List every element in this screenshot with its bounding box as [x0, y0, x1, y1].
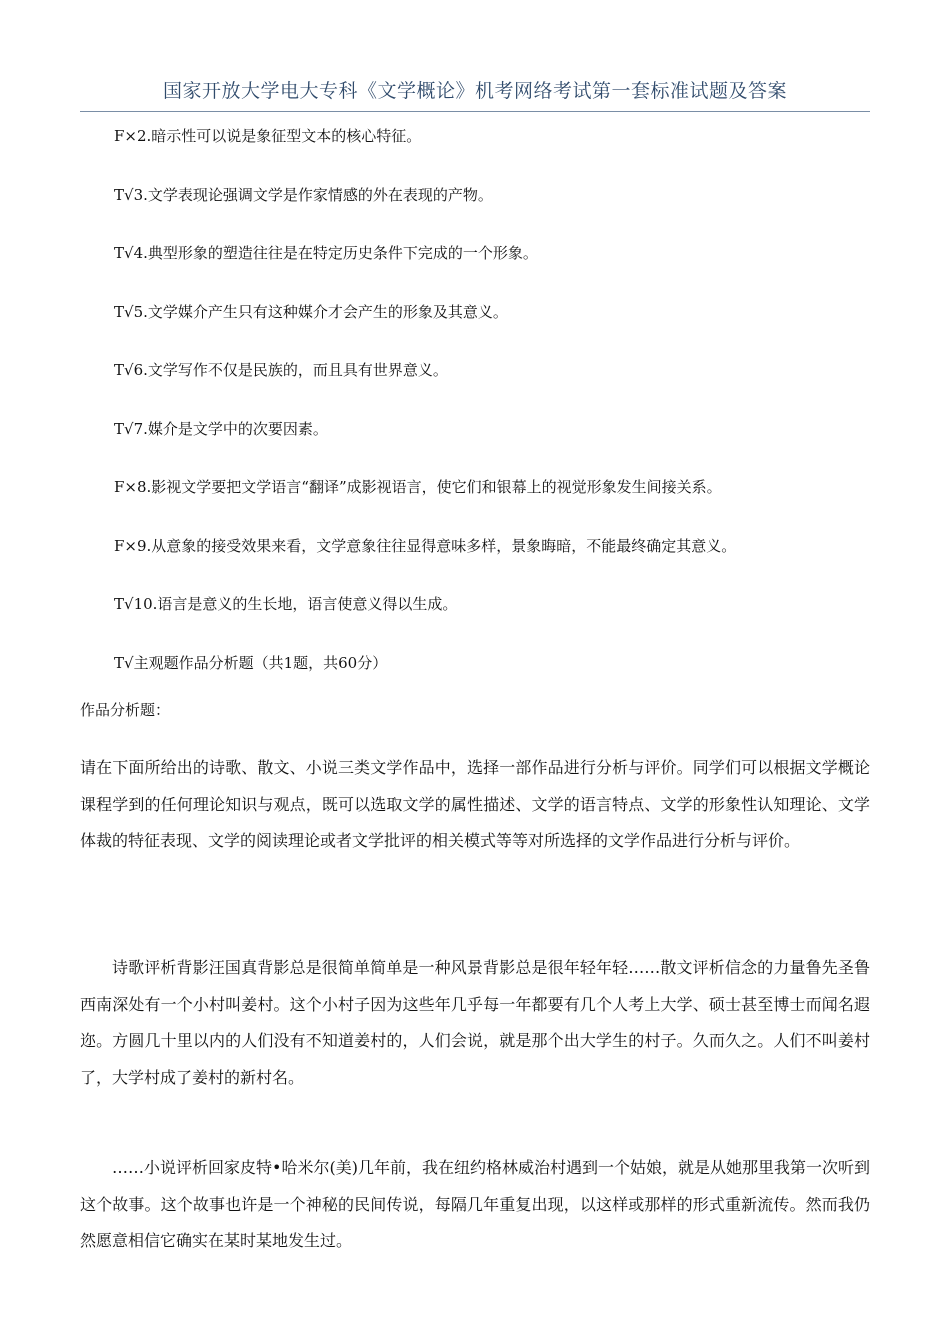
document-header-title: 国家开放大学电大专科《文学概论》机考网络考试第一套标准试题及答案: [162, 80, 787, 102]
tf-answer-item: F×2.暗示性可以说是象征型文本的核心特征。: [114, 127, 422, 145]
tf-answer-item: T√10.语言是意义的生长地，语言使意义得以生成。: [114, 595, 458, 613]
tf-answer-item: F×8.影视文学要把文学语言“翻译”成影视语言，使它们和银幕上的视觉形象发生间接关系。: [114, 478, 722, 496]
analysis-question-label: 作品分析题：: [80, 701, 171, 719]
tf-answer-item: T√7.媒介是文学中的次要因素。: [114, 419, 328, 438]
excerpt-paragraph-poetry-prose: 诗歌评析背影汪国真背影总是很简单简单是一种风景背影总是很年轻年轻……散文评析信念的力量鲁先圣鲁西南深处有一个小村叫姜村。这个小村子因为这些年几乎每一年都要有几个人考上大学、硕士甚至博士而闻名遐迩。方圆几十里以内的人们没有不知道姜村的，人们会说，就是那个出大学生的村子。久而久之。人们不叫姜村了，大学村成了姜村的新村名。: [80, 958, 870, 1087]
tf-answer-item: T√4.典型形象的塑造往往是在特定历史条件下完成的一个形象。: [114, 244, 538, 262]
tf-answer-item: T√3.文学表现论强调文学是作家情感的外在表现的产物。: [114, 185, 493, 204]
tf-answer-item: T√5.文学媒介产生只有这种媒介才会产生的形象及其意义。: [114, 302, 508, 321]
true-false-answer-list: [114, 122, 874, 649]
excerpt-paragraph-novel: ……小说评析回家皮特•哈米尔(美)几年前，我在纽约格林威治村遇到一个姑娘，就是从她那里我第一次听到这个故事。这个故事也许是一个神秘的民间传说，每隔几年重复出现，以这样或那样的形式重新流传。然而我仍然愿意相信它确实在某时某地发生过。: [80, 1158, 870, 1250]
subjective-section-title: T√主观题作品分析题（共1题，共60分）: [114, 654, 388, 672]
tf-answer-item: F×9.从意象的接受效果来看，文学意象往往显得意味多样，景象晦暗，不能最终确定其意义。: [114, 536, 737, 555]
question-instructions: 请在下面所给出的诗歌、散文、小说三类文学作品中，选择一部作品进行分析与评价。同学们可以根据文学概论课程学到的任何理论知识与观点，既可以选取文学的属性描述、文学的语言特点、文学的形象性认知理论、文学体裁的特征表现、文学的阅读理论或者文学批评的相关模式等等对所选择的文学作品进行分析与评价。: [80, 758, 870, 850]
tf-answer-item: T√6.文学写作不仅是民族的，而且具有世界意义。: [114, 361, 448, 379]
header-divider: [80, 111, 870, 112]
